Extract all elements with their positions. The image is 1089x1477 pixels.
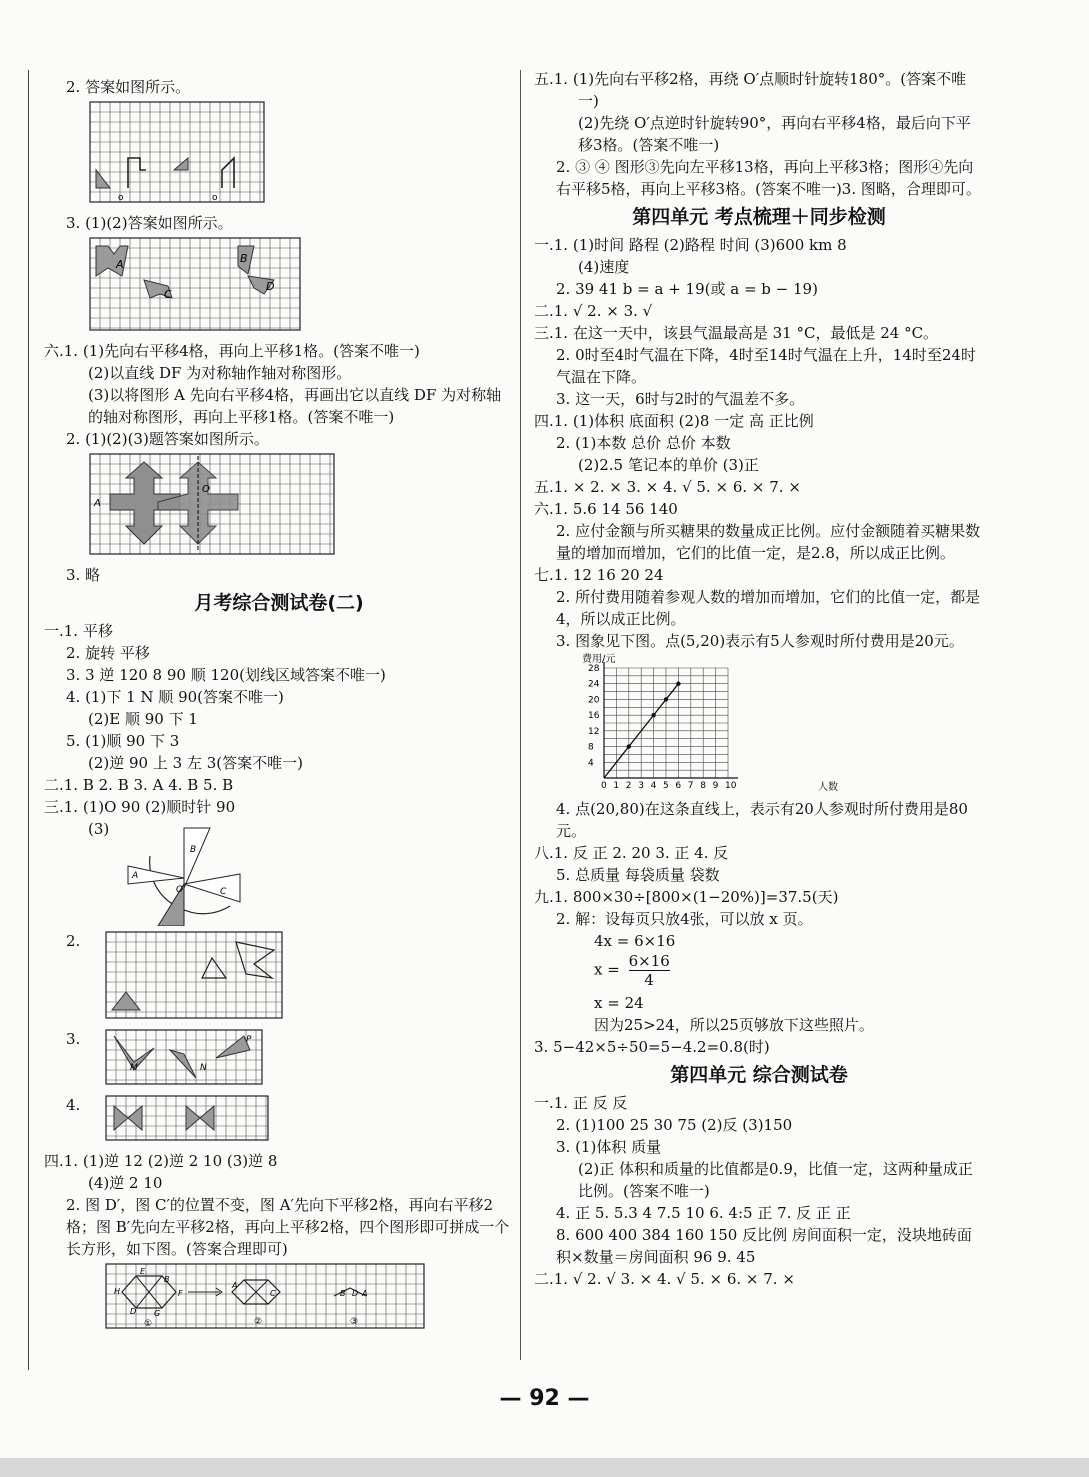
figure-number-2: ② (254, 1317, 263, 1327)
chart-y-tick-label: 12 (588, 726, 600, 737)
item-number: 3. (66, 1030, 81, 1048)
triangle-grid-figure (104, 930, 294, 1022)
triangle-grid-figure (104, 1028, 294, 1088)
chart-x-tick-label: 9 (712, 781, 719, 791)
answer-line: 三.1. (1)O 90 (2)顺时针 90 (44, 798, 236, 816)
answer-line: (4)逆 2 10 (88, 1174, 163, 1192)
chart-x-tick-label: 6 (675, 781, 682, 791)
chart-y-tick-label: 20 (588, 695, 600, 706)
label-b: B (190, 845, 197, 855)
bowtie-shape (186, 1106, 214, 1130)
answer-line: (2)先绕 O′点逆时针旋转90°，再向右平移4格，最后向下平移3格。(答案不唯一) (578, 114, 971, 154)
answer-line: 四.1. (1)逆 12 (2)逆 2 10 (3)逆 8 (44, 1152, 278, 1170)
label-a: A (94, 498, 101, 509)
answer-line: 六.1. (1)先向右平移4格，再向上平移1格。(答案不唯一) (44, 342, 420, 360)
label-o: O (202, 484, 210, 495)
chart-x-tick-label: 1 (613, 781, 620, 791)
answer-line: 3. 3 逆 120 8 90 顺 120(划线区域答案不唯一) (66, 666, 386, 684)
answer-line: 4. (1)下 1 N 顺 90(答案不唯一) (66, 688, 284, 706)
answer-line: 8. 600 400 384 160 150 反比例 房间面积一定，没块地砖面积×数量＝房间面积 96 9. 45 (556, 1226, 972, 1266)
label-a: A (232, 1281, 238, 1290)
label-n: N (200, 1063, 207, 1073)
answer-line: 2. 0时至4时气温在下降，4时至14时气温在上升，14时至24时气温在下降。 (556, 346, 976, 386)
label-p: P (246, 1035, 252, 1045)
bowtie-shape (114, 1106, 142, 1130)
answer-line: 4. 正 5. 5.3 4 7.5 10 6. 4:5 正 7. 反 正 正 (556, 1204, 851, 1222)
answer-line: 3. 5−42×5÷50=5−4.2=0.8(时) (534, 1038, 770, 1056)
answer-line: (3) (88, 820, 110, 838)
chart-y-tick-label: 8 (588, 742, 594, 753)
answer-line: 九.1. 800×30÷[800×(1−20%)]=37.5(天) (534, 888, 839, 906)
answer-line: 四.1. (1)体积 底面积 (2)8 一定 高 正比例 (534, 412, 814, 430)
fraction-denominator: 4 (644, 971, 654, 989)
label-o: o (212, 193, 218, 203)
figure-row (44, 1094, 514, 1144)
answer-line: 二.1. B 2. B 3. A 4. B 5. B (44, 776, 234, 794)
answer-line: 五.1. (1)先向右平移2格，再绕 O′点顺时针旋转180°。(答案不唯一) (534, 70, 967, 110)
label-c: C (220, 887, 227, 897)
chart-x-tick-label: 4 (650, 781, 657, 791)
triangle-shape (174, 158, 188, 170)
fraction-numerator: 6×16 (628, 952, 670, 970)
polyline-shape (222, 158, 234, 188)
answer-line: 2. 旋转 平移 (66, 644, 150, 662)
chart-x-tick-label: 0 (601, 781, 607, 791)
answer-line: 一.1. 平移 (44, 622, 113, 640)
answer-line: 七.1. 12 16 20 24 (534, 566, 664, 584)
triangle-c (184, 874, 240, 902)
answer-line: (4)速度 (578, 258, 630, 276)
section-heading: 月考综合测试卷(二) (194, 592, 364, 614)
answer-line: 一.1. 正 反 反 (534, 1094, 628, 1112)
figure-row (44, 930, 514, 1022)
answer-line: (2)2.5 笔记本的单价 (3)正 (578, 456, 759, 474)
triangle-shape (216, 1036, 250, 1058)
page-number: — 92 — (499, 1386, 590, 1411)
chart-y-tick-label: 4 (588, 758, 594, 769)
label-d: D (352, 1289, 359, 1298)
chart-x-tick-label: 7 (687, 781, 694, 791)
answer-line: 因为25>24，所以25页够放下这些照片。 (594, 1016, 874, 1034)
fraction (629, 952, 670, 989)
label-m: M (130, 1063, 138, 1073)
figure-number-3: ③ (350, 1317, 359, 1327)
answer-line: 5. (1)顺 90 下 3 (66, 732, 180, 750)
chart-x-tick-label: 10 (725, 781, 737, 791)
translation-grid-figure (88, 100, 348, 208)
answer-line: (2)E 顺 90 下 1 (88, 710, 198, 728)
chart-x-tick-label: 5 (663, 781, 669, 791)
label-a: A (132, 871, 139, 881)
answer-line: 2. 解：设每页只放4张，可以放 x 页。 (556, 910, 813, 928)
answer-line: 2. ③ ④ 图形③先向左平移13格，再向上平移3格；图形④先向右平移5格，再向上平移3格。(答案不唯一)3. 图略，合理即可。 (556, 158, 981, 198)
answer-line: 2. 39 41 b = a + 19(或 a = b − 19) (556, 280, 818, 298)
answer-line: 八.1. 反 正 2. 20 3. 正 4. 反 (534, 844, 729, 862)
figure-number-1: ① (144, 1319, 153, 1329)
item-number: 4. (66, 1096, 81, 1114)
answer-line: 3. 这一天，6时与2时的气温差不多。 (556, 390, 805, 408)
polyline-shape (128, 158, 146, 188)
section-heading: 第四单元 综合测试卷 (670, 1064, 848, 1086)
equation-lhs: x = (594, 960, 620, 979)
answer-line: 3. 略 (66, 566, 101, 584)
chart-x-tick-label: 3 (638, 781, 644, 791)
item-number: 2. (66, 932, 81, 950)
rectangle-assembly-figure (104, 1262, 444, 1332)
answer-line: 2. (1)本数 总价 总价 本数 (556, 434, 731, 452)
label-f: F (178, 1289, 183, 1298)
chart-y-tick-label: 24 (588, 679, 600, 690)
equation-line: 4x = 6×16 (594, 932, 676, 950)
answer-line: (2)逆 90 上 3 左 3(答案不唯一) (88, 754, 303, 772)
answer-line: 一.1. (1)时间 路程 (2)路程 时间 (3)600 km 8 (534, 236, 847, 254)
equation-line: x = 24 (594, 994, 644, 1012)
chart-data-point (664, 697, 668, 701)
arrow-grid-figure (88, 452, 378, 560)
rotation-figure (114, 822, 374, 926)
label-a: A (362, 1289, 368, 1298)
answer-line: 2. (1)(2)(3)题答案如图所示。 (66, 430, 269, 448)
answer-line: 2. 应付金额与所买糖果的数量成正比例。应付金额随着买糖果数量的增加而增加，它们的比值一定，是2.8，所以成正比例。 (556, 522, 981, 562)
label-b: B (240, 252, 248, 265)
answer-line: 三.1. 在这一天中，该县气温最高是 31 °C，最低是 24 °C。 (534, 324, 939, 342)
answer-line: 2. (1)100 25 30 75 (2)反 (3)150 (556, 1116, 793, 1134)
triangle-shape (96, 170, 110, 188)
label-c: C (270, 1289, 276, 1298)
answer-line: (3)以将图形 A 先向右平移4格，再画出它以直线 DF 为对称轴的轴对称图形，再向上平移1格。(答案不唯一) (88, 386, 502, 426)
answer-line: 5. 总质量 每袋质量 袋数 (556, 866, 720, 884)
left-column (44, 76, 514, 1336)
answer-line: 五.1. × 2. × 3. × 4. √ 5. × 6. × 7. × (534, 478, 801, 496)
scan-edge-band (0, 1458, 1089, 1477)
label-b: B (340, 1289, 346, 1298)
label-c: C (164, 288, 172, 301)
label-b: B (164, 1275, 170, 1284)
label-d: D (266, 280, 275, 293)
answer-line: 3. 图象见下图。点(5,20)表示有5人参观时所付费用是20元。 (556, 632, 964, 650)
chart-x-tick-label: 8 (700, 781, 706, 791)
chart-y-tick-label: 28 (588, 664, 600, 674)
label-o: o (118, 193, 124, 203)
answer-line: 2. 图 D′，图 C′的位置不变，图 A′先向下平移2格，再向右平移2格；图 B′先向左平移2格，再向上平移2格，四个图形即可拼成一个长方形，如下图。(答案合理即可) (66, 1196, 510, 1258)
chart-data-point (627, 744, 631, 748)
answer-line: 二.1. √ 2. × 3. √ (534, 302, 653, 320)
label-d: D (130, 1307, 137, 1316)
answer-line: 2. 所付费用随着参观人数的增加而增加，它们的比值一定，都是4，所以成正比例。 (556, 588, 981, 628)
chart-y-tick-label: 16 (588, 711, 600, 722)
cost-line-chart (578, 652, 878, 798)
label-o: O (176, 885, 184, 895)
chart-data-point (676, 682, 680, 686)
answer-line: (2)以直线 DF 为对称轴作轴对称图形。 (88, 364, 352, 382)
answer-line: 3. (1)(2)答案如图所示。 (66, 214, 233, 232)
shapes-grid-figure (88, 236, 348, 336)
answer-line: (2)正 体积和质量的比值都是0.9，比值一定，这两种量成正比例。(答案不唯一) (578, 1160, 973, 1200)
answer-line: 六.1. 5.6 14 56 140 (534, 500, 678, 518)
left-margin-rule (28, 70, 29, 1370)
right-column (534, 68, 984, 1290)
equation-line (534, 952, 984, 992)
answer-line: 二.1. √ 2. √ 3. × 4. √ 5. × 6. × 7. × (534, 1270, 795, 1288)
figure-row (44, 1028, 514, 1088)
label-e: E (140, 1267, 146, 1276)
bowtie-grid-figure (104, 1094, 294, 1144)
chart-x-label: 人数 (818, 782, 838, 793)
triangle-shape (170, 1050, 196, 1078)
chart-x-tick-label: 2 (625, 781, 632, 791)
label-h: H (114, 1287, 121, 1296)
answer-line: 3. (1)体积 质量 (556, 1138, 662, 1156)
label-g: G (154, 1309, 161, 1318)
answer-line: 2. 答案如图所示。 (66, 78, 191, 96)
triangle-b (184, 828, 210, 888)
column-divider (520, 70, 521, 1360)
answer-line: 4. 点(20,80)在这条直线上，表示有20人参观时所付费用是80元。 (556, 800, 968, 840)
label-a: A (116, 258, 124, 271)
section-heading: 第四单元 考点梳理＋同步检测 (632, 206, 886, 228)
chart-y-label: 费用/元 (582, 654, 616, 665)
chart-data-point (651, 713, 655, 717)
